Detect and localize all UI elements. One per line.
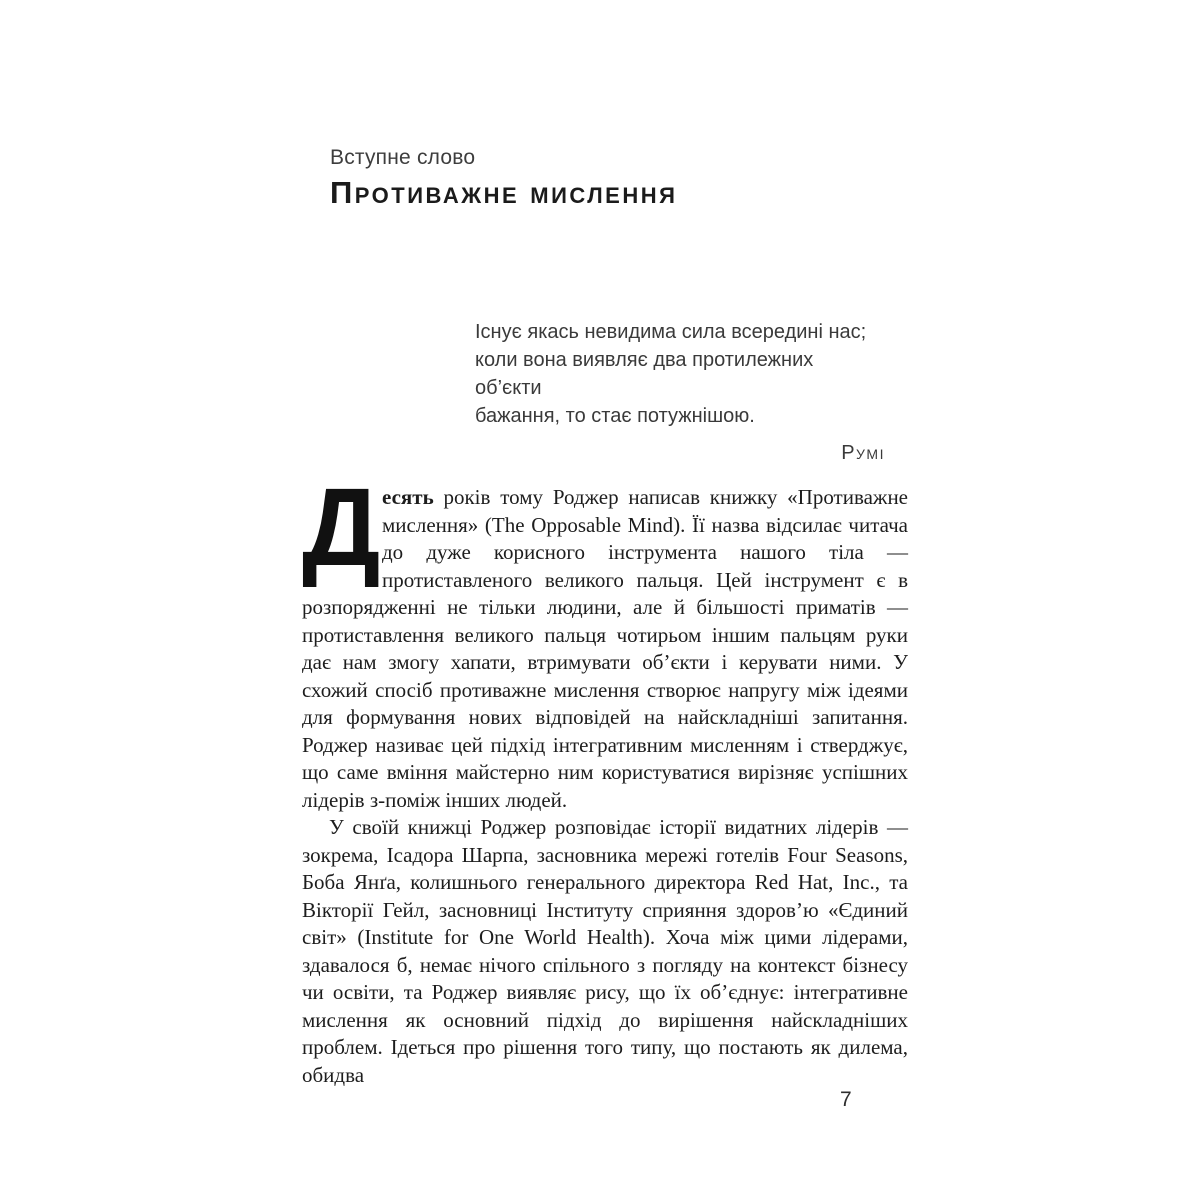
paragraph-bold-lead: есять <box>382 485 434 509</box>
chapter-title: Противажне мислення <box>330 175 678 210</box>
epigraph-line: коли вона виявляє два протилежних об’єкти <box>475 349 814 399</box>
paragraph <box>302 466 908 814</box>
epigraph-line: Існує якась невидима сила всередині нас; <box>475 321 867 343</box>
epigraph-line: бажання, то стає потужнішою. <box>475 405 755 427</box>
paragraph: У своїй книжці Роджер розповідає історії видатних лідерів — зокрема, Ісадора Шарпа, засновника мережі готелів Four Seasons, Боба Янґа, колишнього генерального директора Red Hat, Inc., та Вікторії Гейл, засновниці Інституту сприяння здоров’ю «Єдиний світ» (Institute for One World Health). Хоча між цими лідерами, здавалося б, немає нічого спільного з погляду на контекст бізнесу чи освіти, та Роджер виявляє рису, що їх об’єднує: інтегративне мислення як основний підхід до вирішення найскладніших проблем. Ідеться про рішення того типу, що постають як дилема, обидва <box>302 815 908 1087</box>
epigraph-attribution: Румі <box>841 442 885 464</box>
page-number: 7 <box>840 1088 852 1111</box>
drop-cap: Д <box>302 466 381 589</box>
paragraph-text: років тому Роджер написав книжку «Противажне мислення» (The Opposable Mind). Її назва відсилає читача до дуже корисного інструмента нашого тіла — протиставленого великого пальця. Цей інструмент є в розпорядженні не тільки людини, але й більшості приматів — протиставлення великого пальця чотирьом іншим пальцям руки дає нам змогу хапати, втримувати об’єкти і керувати ними. У схожий спосіб противажне мислення створює напругу між ідеями для формування нових відповідей на найскладніші запитання. Роджер називає цей підхід інтегративним мисленням і стверджує, що саме вміння майстерно ним користуватися вирізняє успішних лідерів з-поміж інших людей. <box>302 485 908 812</box>
chapter-header <box>330 146 677 210</box>
epigraph <box>475 318 885 467</box>
body-text <box>302 466 908 1089</box>
chapter-kicker: Вступне слово <box>330 146 476 169</box>
